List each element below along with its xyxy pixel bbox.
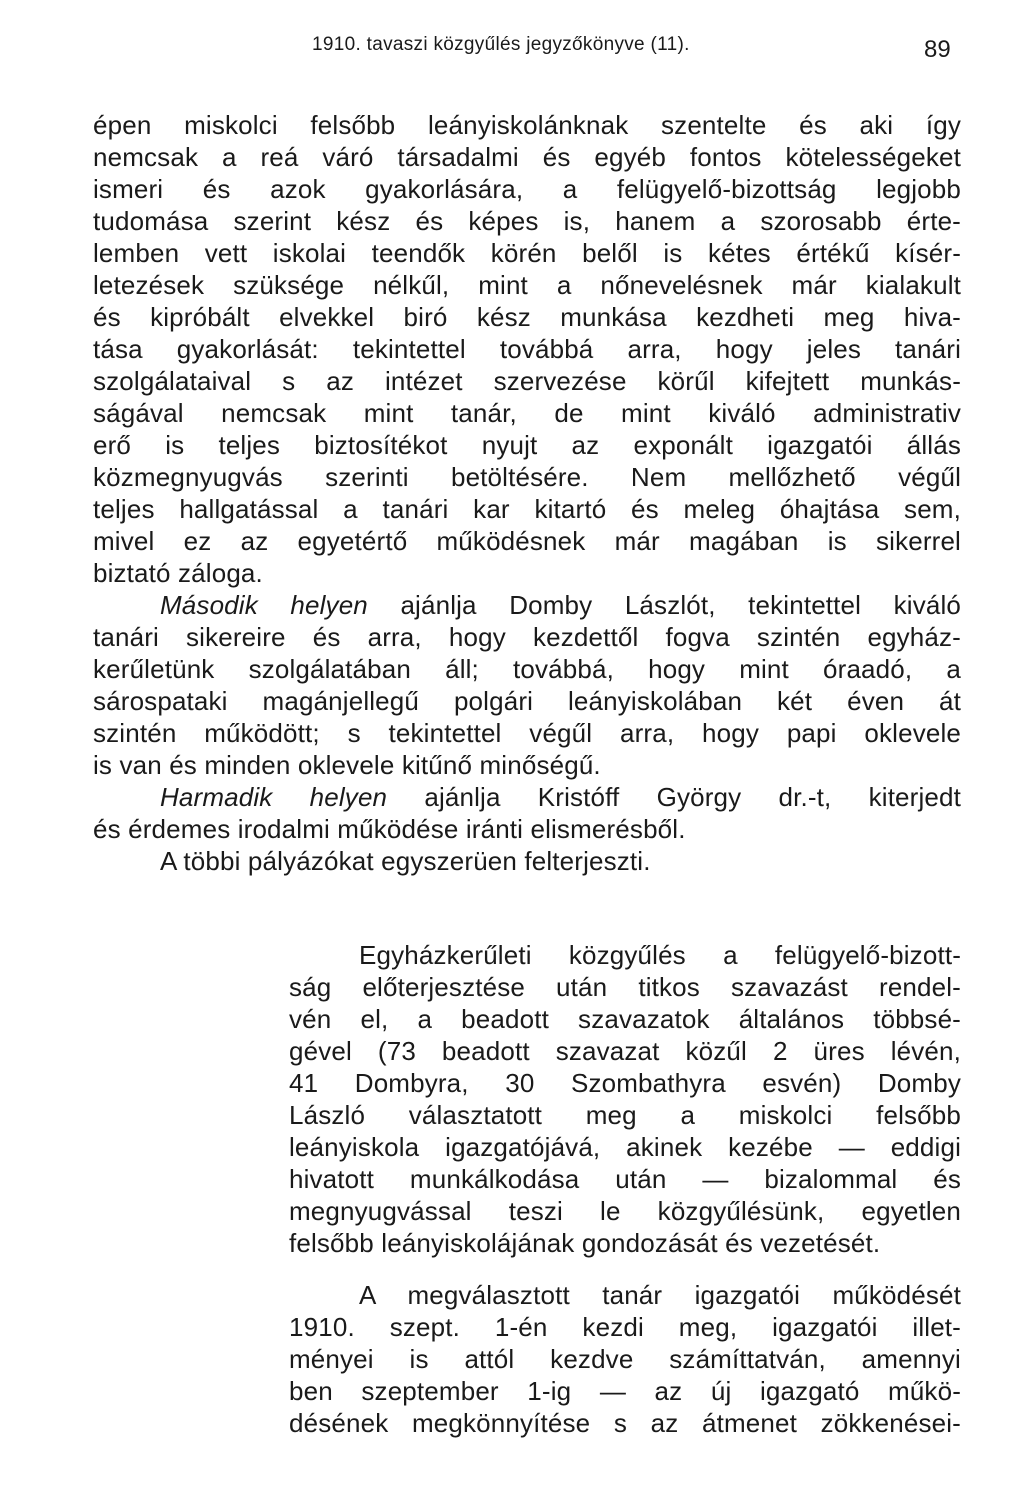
text-line: 41 Dombyra, 30 Szombathyra esvén) Domby — [289, 1068, 961, 1098]
text-line: tudomása szerint kész és képes is, hanem a szorosabb érte- — [93, 206, 961, 236]
page-number: 89 — [924, 36, 951, 63]
text-line: letezések szüksége nélkűl, mint a nőnevelésnek már kialakult — [93, 270, 961, 300]
text-line: hivatott munkálkodása után — bizalommal és — [289, 1164, 961, 1194]
text-line: László választatott meg a miskolci felsőbb — [289, 1100, 961, 1130]
text-line: szintén működött; s tekintettel végűl arra, hogy papi oklevele — [93, 718, 961, 748]
text-line: is van és minden oklevele kitűnő minőségű. — [93, 750, 601, 780]
text-line: ság előterjesztése után titkos szavazást rendel- — [289, 972, 961, 1002]
text-line: ismeri és azok gyakorlására, a felügyelő-bizottság legjobb — [93, 174, 961, 204]
text-line: désének megkönnyítése s az átmenet zökkenései- — [289, 1408, 961, 1438]
text-line: Egyházkerűleti közgyűlés a felügyelő-bizott- — [359, 940, 961, 970]
paragraph-3-lead-line — [160, 782, 961, 814]
text-line: felsőbb leányiskolájának gondozását és vezetését. — [289, 1228, 881, 1258]
text-line: sárospataki magánjellegű polgári leányiskolában két éven át — [93, 686, 961, 716]
text-line: leányiskola igazgatójává, akinek kezébe — eddigi — [289, 1132, 961, 1162]
text-line: nemcsak a reá váró társadalmi és egyéb fontos kötelességeket — [93, 142, 961, 172]
text-line: mivel ez az egyetértő működésnek már magában is sikerrel — [93, 526, 961, 556]
paragraph-2-lead-line — [160, 590, 961, 622]
running-head: 1910. tavaszi közgyűlés jegyzőkönyve (11). — [312, 34, 690, 55]
text-line: erő is teljes biztosítékot nyujt az exponált igazgatói állás — [93, 430, 961, 460]
text-line: szolgálataival s az intézet szervezése körűl kifejtett munkás- — [93, 366, 961, 396]
text-line: teljes hallgatással a tanári kar kitartó és meleg óhajtása sem, — [93, 494, 961, 524]
text-line: ményei is attól kezdve számíttatván, amennyi — [289, 1344, 961, 1374]
text-line: vén el, a beadott szavazatok általános többsé- — [289, 1004, 961, 1034]
lead-rest: ajánlja Kristóff György dr.-t, kiterjedt — [387, 782, 961, 812]
text-line: A többi pályázókat egyszerüen felterjeszti. — [160, 846, 651, 876]
text-line: ságával nemcsak mint tanár, de mint kiváló administrativ — [93, 398, 961, 428]
text-line: A megválasztott tanár igazgatói működését — [359, 1280, 961, 1310]
text-line: közmegnyugvás szerinti betöltésére. Nem mellőzhető végűl — [93, 462, 961, 492]
text-line: biztató záloga. — [93, 558, 263, 588]
text-line: és érdemes irodalmi működése iránti elismerésből. — [93, 814, 686, 844]
text-line: és kipróbált elvekkel biró kész munkása kezdheti meg hiva- — [93, 302, 961, 332]
text-line: tása gyakorlását: tekintettel továbbá arra, hogy jeles tanári — [93, 334, 961, 364]
text-line: lemben vett iskolai teendők körén belől is kétes értékű kísér- — [93, 238, 961, 268]
italic-lead: Harmadik helyen — [160, 782, 388, 812]
text-line: épen miskolci felsőbb leányiskolánknak szentelte és aki így — [93, 110, 961, 140]
text-line: gével (73 beadott szavazat közűl 2 üres lévén, — [289, 1036, 961, 1066]
text-line: kerűletünk szolgálatában áll; továbbá, hogy mint óraadó, a — [93, 654, 961, 684]
text-line: megnyugvással teszi le közgyűlésünk, egyetlen — [289, 1196, 961, 1226]
lead-rest: ajánlja Domby Lászlót, tekintettel kiváló — [367, 590, 961, 620]
text-line: ben szeptember 1-ig — az új igazgató műkö- — [289, 1376, 961, 1406]
text-line: tanári sikereire és arra, hogy kezdettől fogva szintén egyház- — [93, 622, 961, 652]
italic-lead: Második helyen — [160, 590, 368, 620]
text-line: 1910. szept. 1-én kezdi meg, igazgatói illet- — [289, 1312, 961, 1342]
